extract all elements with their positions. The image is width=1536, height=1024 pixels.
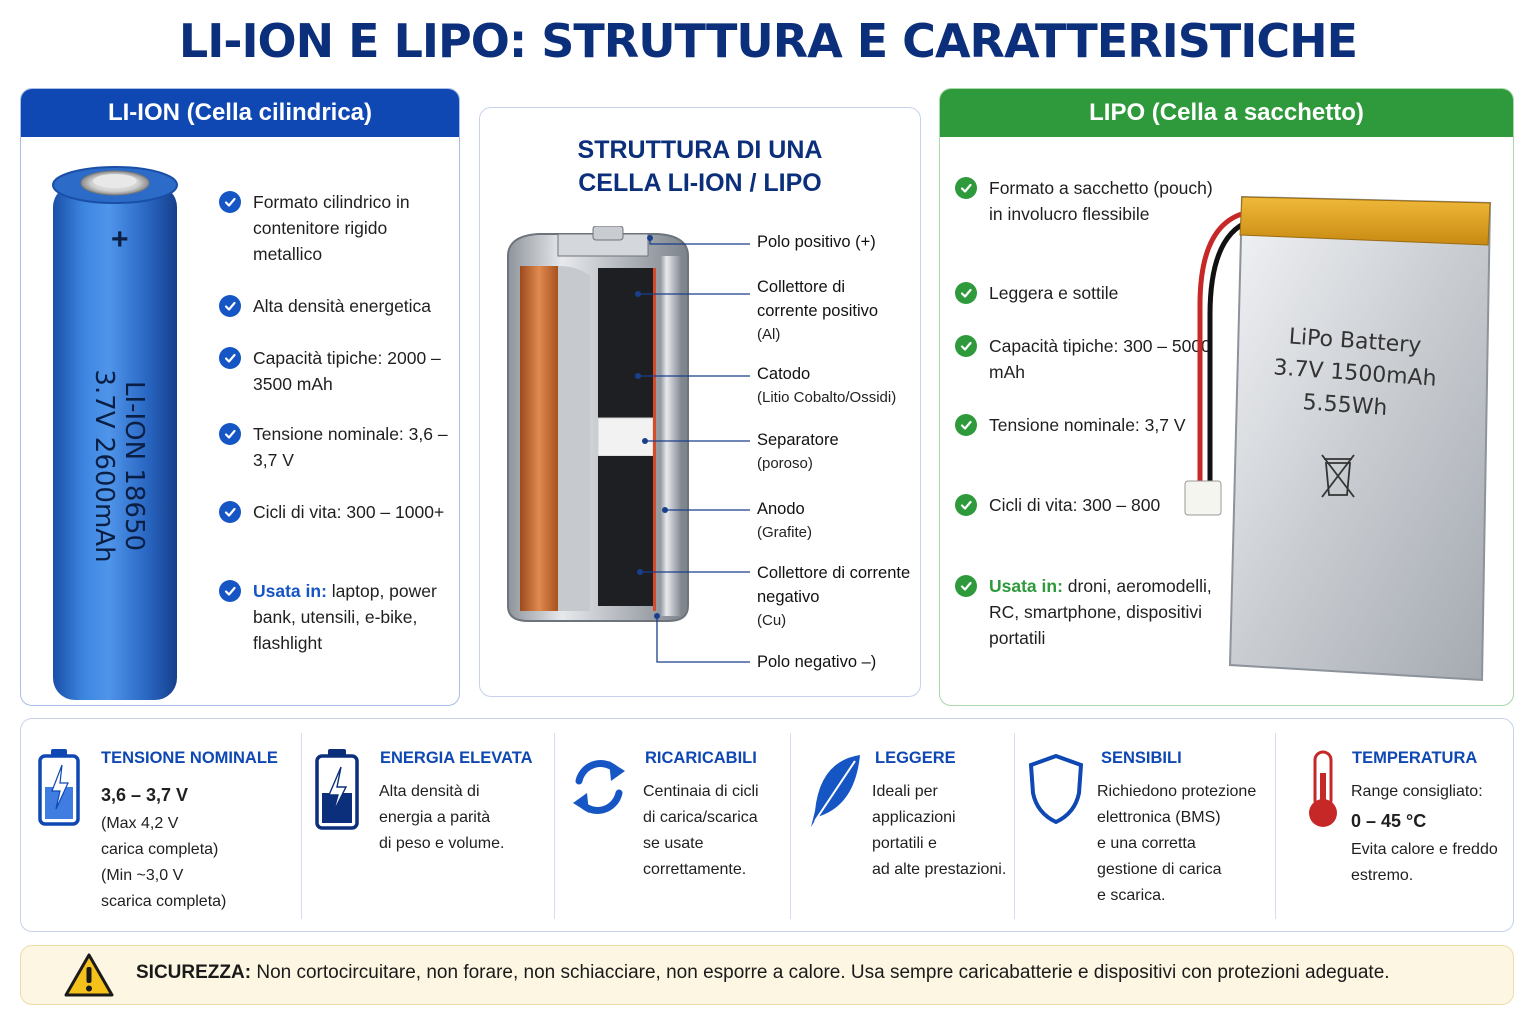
- check-icon: [955, 414, 977, 436]
- check-icon: [219, 191, 241, 213]
- structure-label: [757, 275, 907, 347]
- feature-body: laptop, power bank, utensili, e-bike, flashlight: [253, 581, 437, 653]
- structure-panel: [479, 107, 921, 697]
- check-icon: [955, 282, 977, 304]
- recycle-arrows-icon: [565, 753, 633, 821]
- structure-label-sub: (Grafite): [757, 524, 813, 541]
- feature-text: [253, 293, 431, 319]
- structure-label: [757, 362, 922, 410]
- check-icon: [219, 580, 241, 602]
- safety-banner: [20, 945, 1514, 1005]
- structure-label-main: Separatore: [757, 431, 839, 449]
- feature-body: Alta densità energetica: [253, 296, 432, 316]
- feature-title: SENSIBILI: [1101, 749, 1182, 767]
- feature-line: gestione di carica: [1097, 861, 1222, 878]
- check-icon: [219, 295, 241, 317]
- feature-item: [219, 189, 451, 267]
- structure-label-main: Collettore di corrente positivo: [757, 278, 879, 320]
- feature-item: [219, 421, 451, 473]
- check-icon: [955, 177, 977, 199]
- lipo-label-brand: LiPo Battery: [1287, 324, 1423, 359]
- check-icon: [219, 501, 241, 523]
- feature-line: (Min ~3,0 V: [101, 867, 184, 884]
- feature-highlight: Usata in:: [253, 581, 327, 601]
- feature-description: [101, 779, 226, 915]
- feature-line: Range consigliato:: [1351, 783, 1483, 800]
- feature-line: portatili e: [872, 835, 937, 852]
- check-icon: [955, 575, 977, 597]
- feature-line: e una corretta: [1097, 835, 1196, 852]
- feature-text: [989, 492, 1160, 518]
- lipo-panel: [939, 88, 1514, 706]
- structure-label-main: Polo positivo (+): [757, 233, 876, 251]
- feature-body: Leggera e sottile: [989, 283, 1119, 303]
- feature-description: [1351, 779, 1498, 889]
- structure-label: [757, 497, 907, 545]
- feature-line: ad alte prestazioni.: [872, 861, 1007, 878]
- feature-line: se usate: [643, 835, 704, 852]
- label-leader-lines: [630, 226, 755, 676]
- safety-label: SICUREZZA:: [136, 962, 252, 983]
- check-icon: [219, 347, 241, 369]
- feature-body: Formato a sacchetto (pouch) in involucro flessibile: [989, 178, 1213, 224]
- feature-title: ENERGIA ELEVATA: [380, 749, 533, 767]
- battery-charge-icon: [37, 747, 81, 827]
- feature-line: energia a parità: [379, 809, 491, 826]
- feature-body: Capacità tipiche: 2000 – 3500 mAh: [253, 348, 441, 394]
- structure-label-main: Polo negativo –): [757, 653, 877, 671]
- lipo-label-energy: 5.55Wh: [1301, 390, 1389, 421]
- check-icon: [219, 423, 241, 445]
- feature-body: Formato cilindrico in contenitore rigido metallico: [253, 192, 410, 264]
- feature-line: 0 – 45 °C: [1351, 811, 1427, 831]
- feature-line: di carica/scarica: [643, 809, 758, 826]
- feature-line: di peso e volume.: [379, 835, 505, 852]
- structure-label: [757, 561, 917, 633]
- battery-label-model: LI-ION 18650: [119, 380, 149, 552]
- feature-line: Evita calore e freddo: [1351, 841, 1498, 858]
- structure-label-main: Collettore di corrente negativo: [757, 564, 911, 606]
- feature-line: Alta densità di: [379, 783, 480, 800]
- pouch-battery-image: [1170, 185, 1500, 685]
- feature-title: LEGGERE: [875, 749, 956, 767]
- feature-line: applicazioni: [872, 809, 956, 826]
- feature-title: TEMPERATURA: [1352, 749, 1478, 767]
- structure-label: [757, 650, 927, 674]
- feature-line: 3,6 – 3,7 V: [101, 785, 189, 805]
- lipo-label-spec: 3.7V 1500mAh: [1272, 355, 1438, 392]
- feature-line: Ideali per: [872, 783, 938, 800]
- feature-text: [253, 345, 451, 397]
- feature-description: [379, 779, 504, 857]
- feature-text: [253, 189, 451, 267]
- features-strip: [20, 718, 1514, 932]
- feature-body: Tensione nominale: 3,7 V: [989, 415, 1186, 435]
- safety-text: [136, 962, 1390, 984]
- structure-label-main: Catodo: [757, 365, 811, 383]
- feature-text: [989, 280, 1118, 306]
- structure-label-sub: (Cu): [757, 612, 787, 629]
- feature-line: (Max 4,2 V: [101, 815, 179, 832]
- battery-plus-sign: +: [111, 223, 129, 256]
- page-title: LI-ION E LIPO: STRUTTURA E CARATTERISTICHE: [178, 14, 1358, 68]
- feature-body: Cicli di vita: 300 – 800: [989, 495, 1161, 515]
- li-ion-panel: [20, 88, 460, 706]
- feature-text: [253, 578, 451, 656]
- lipo-header: LIPO (Cella a sacchetto): [940, 89, 1513, 137]
- feature-body: Tensione nominale: 3,6 – 3,7 V: [253, 424, 448, 470]
- safety-message: Non cortocircuitare, non forare, non schiacciare, non esporre a calore. Usa sempre caricabatterie e dispositivi con protezioni adeguate.: [251, 962, 1390, 983]
- feature-item: [219, 578, 451, 656]
- feature-title: TENSIONE NOMINALE: [101, 749, 278, 767]
- feature-item: [219, 499, 451, 525]
- feature-highlight: Usata in:: [989, 576, 1063, 596]
- feature-text: [253, 499, 444, 525]
- feature-description: [1097, 779, 1256, 909]
- battery-full-icon: [313, 747, 361, 831]
- feature-line: carica completa): [101, 841, 219, 858]
- structure-label-sub: (poroso): [757, 455, 813, 472]
- structure-title: STRUTTURA DI UNA CELLA LI-ION / LIPO: [577, 136, 823, 197]
- check-icon: [955, 494, 977, 516]
- feature-line: correttamente.: [643, 861, 747, 878]
- li-ion-header: LI-ION (Cella cilindrica): [21, 89, 459, 137]
- thermometer-icon: [1303, 749, 1343, 831]
- feather-icon: [805, 751, 865, 831]
- feature-text: [989, 412, 1186, 438]
- battery-label-spec: 3.7V 2600mAh: [89, 369, 119, 563]
- feature-title: RICARICABILI: [645, 749, 757, 767]
- feature-body: Capacità tipiche: 300 – 5000 mAh: [989, 336, 1211, 382]
- feature-line: Richiedono protezione: [1097, 783, 1257, 800]
- check-icon: [955, 335, 977, 357]
- structure-label: [757, 428, 907, 476]
- structure-label: [757, 230, 927, 254]
- feature-line: e scarica.: [1097, 887, 1166, 904]
- structure-label-sub: (Litio Cobalto/Ossidi): [757, 389, 897, 406]
- warning-icon: [63, 952, 115, 998]
- feature-body: Cicli di vita: 300 – 1000+: [253, 502, 445, 522]
- feature-description: [643, 779, 759, 883]
- feature-line: estremo.: [1351, 867, 1414, 884]
- structure-label-main: Anodo: [757, 500, 805, 518]
- feature-text: [253, 421, 451, 473]
- feature-line: scarica completa): [101, 893, 227, 910]
- feature-body: droni, aeromodelli, RC, smartphone, dispositivi portatili: [989, 576, 1212, 648]
- feature-line: elettronica (BMS): [1097, 809, 1221, 826]
- feature-description: [872, 779, 1006, 883]
- structure-label-sub: (Al): [757, 326, 781, 343]
- shield-icon: [1027, 753, 1085, 825]
- feature-item: [219, 293, 451, 319]
- weee-bin-icon: [1318, 451, 1358, 501]
- feature-line: Centinaia di cicli: [643, 783, 759, 800]
- feature-item: [219, 345, 451, 397]
